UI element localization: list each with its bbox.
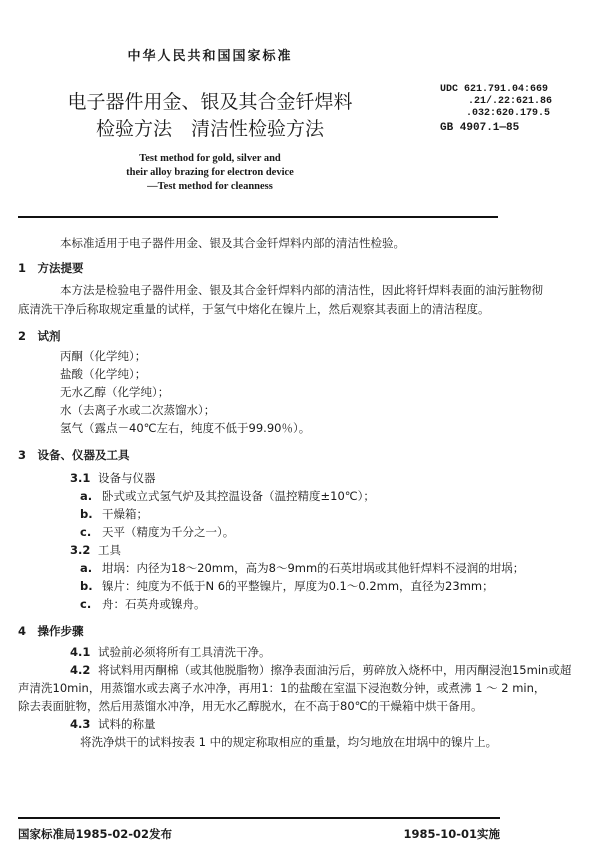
clause-text: 试验前必须将所有工具清洗干净。 <box>98 645 271 659</box>
section-1-line: 底清洗干净后称取规定重量的试样，于氢气中熔化在镍片上，然后观察其表面上的清洁程度。 <box>18 302 490 316</box>
issue-date: 国家标准局1985-02-02发布 <box>18 827 173 841</box>
udc-line1: UDC 621.791.04:669 <box>440 84 549 95</box>
title-en-line3: —Test method for cleanness <box>147 181 273 192</box>
item-letter: b. <box>80 579 93 593</box>
header-rule <box>18 216 498 218</box>
title-cn-line2: 检验方法 清洁性检验方法 <box>95 118 324 140</box>
section-3-heading: 3 设备、仪器及工具 <box>18 448 130 462</box>
item-letter: a. <box>80 489 93 503</box>
reagent-item: 水（去离子水或二次蒸馏水）； <box>60 403 216 417</box>
clause-number: 3.2 <box>70 543 91 557</box>
clause-title: 工具 <box>98 543 121 557</box>
reagent-item: 无水乙醇（化学纯）； <box>60 385 170 399</box>
title-en-line2: their alloy brazing for electron device <box>126 167 294 178</box>
clause-text: 将试料用丙酮棉（或其他脱脂物）擦净表面油污后，剪碎放入烧杯中，用丙酮浸泡15min或超 <box>98 663 572 677</box>
reagent-item: 氢气（露点－40℃左右，纯度不低于99.90％）。 <box>60 421 311 435</box>
clause-text: 声清洗10min，用蒸馏水或去离子水冲净，再用1：1的盐酸在室温下浸泡数分钟，或煮沸 1 ～ 2 min， <box>18 681 546 695</box>
udc-line3: .032:620.179.5 <box>466 108 551 119</box>
item-text: 镍片：纯度为不低于N 6的平整镍片，厚度为0.1～0.2mm，直径为23mm； <box>102 579 494 593</box>
item-letter: c. <box>80 525 92 539</box>
gb-number: GB 4907.1—85 <box>440 122 520 134</box>
clause-number: 4.1 <box>70 645 91 659</box>
section-1-heading: 1 方法提要 <box>18 261 84 275</box>
reagent-item: 丙酮（化学纯）； <box>60 349 147 363</box>
effective-date: 1985-10-01实施 <box>403 827 500 841</box>
clause-text: 除去表面脏物，然后用蒸馏水冲净，用无水乙醇脱水，在不高于80℃的干燥箱中烘干备用。 <box>18 699 483 713</box>
clause-text: 将洗净烘干的试料按表 1 中的规定称取相应的重量，均匀地放在坩埚中的镍片上。 <box>80 735 498 749</box>
item-letter: c. <box>80 597 92 611</box>
item-text: 天平（精度为千分之一）。 <box>102 525 235 539</box>
title-cn-line1: 电子器件用金、银及其合金钎焊料 <box>67 91 353 113</box>
section-1-line: 本方法是检验电子器件用金、银及其合金钎焊料内部的清洁性，因此将钎焊料表面的油污脏物彻 <box>60 283 543 297</box>
udc-line2: .21/.22:621.86 <box>468 96 553 107</box>
item-text: 坩埚：内径为18～20mm，高为8～9mm的石英坩埚或其他钎焊料不浸润的坩埚； <box>102 561 525 575</box>
item-text: 舟：石英舟或镍舟。 <box>102 597 206 611</box>
item-text: 卧式或立式氢气炉及其控温设备（温控精度±10℃）； <box>102 489 375 503</box>
footer-rule <box>18 817 500 819</box>
clause-number: 4.3 <box>70 717 91 731</box>
item-letter: a. <box>80 561 93 575</box>
item-letter: b. <box>80 507 93 521</box>
clause-number: 4.2 <box>70 663 91 677</box>
title-en-line1: Test method for gold, silver and <box>139 153 281 164</box>
clause-number: 3.1 <box>70 471 91 485</box>
section-4-heading: 4 操作步骤 <box>18 624 84 638</box>
clause-title: 试料的称量 <box>98 717 156 731</box>
reagent-item: 盐酸（化学纯）； <box>60 367 147 381</box>
clause-title: 设备与仪器 <box>98 471 156 485</box>
country-standard: 中华人民共和国国家标准 <box>127 49 293 64</box>
section-2-heading: 2 试剂 <box>18 329 61 343</box>
item-text: 干燥箱； <box>102 507 148 521</box>
intro-text: 本标准适用于电子器件用金、银及其合金钎焊料内部的清洁性检验。 <box>60 236 405 250</box>
